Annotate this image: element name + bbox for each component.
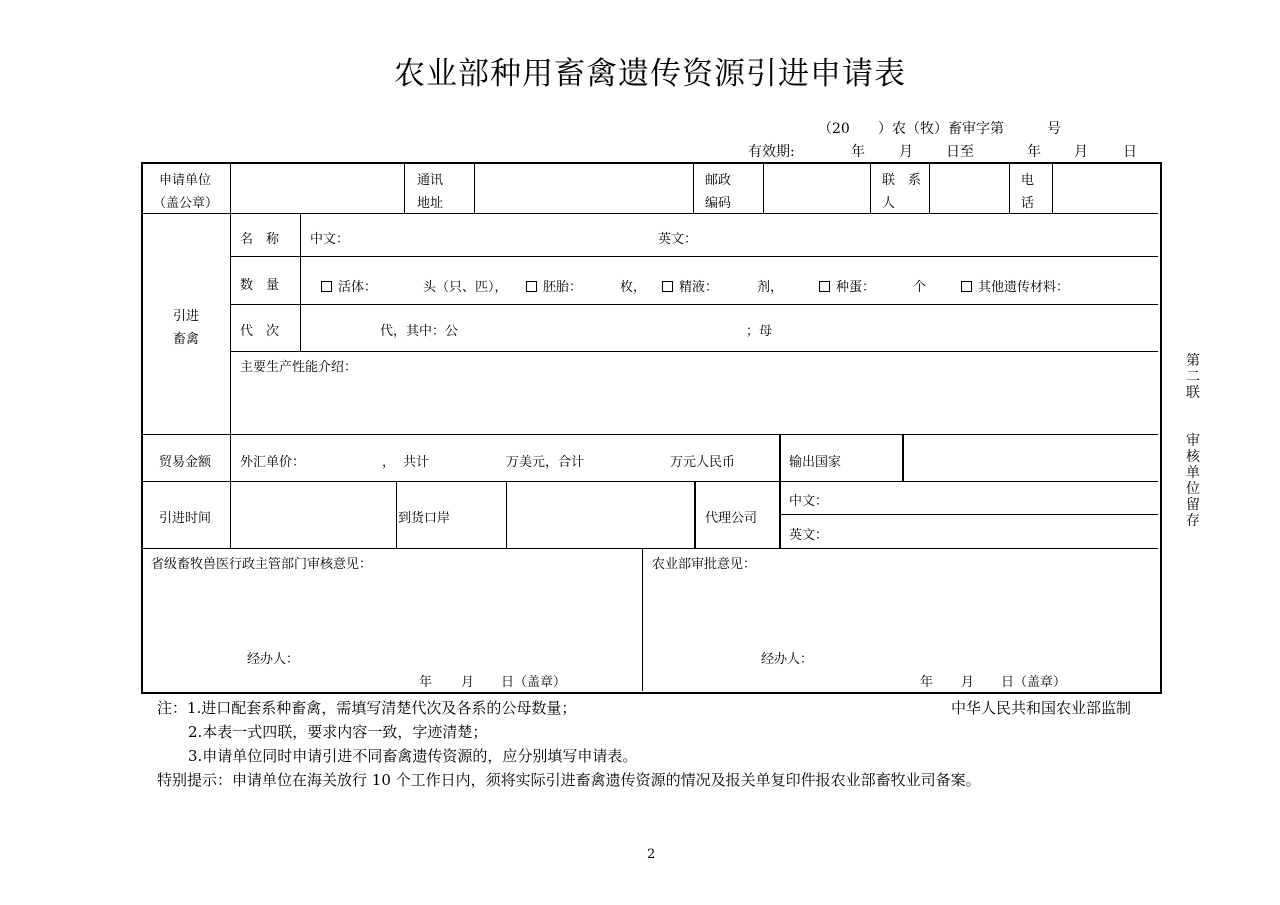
live-label: 活体： [338, 280, 378, 295]
note-1: 注：1.进口配套系种畜禽，需填写清楚代次及各系的公母数量； [157, 699, 577, 717]
name-en-label: 英文： [658, 232, 698, 247]
col-line [779, 434, 781, 548]
supervisor-note: 中华人民共和国农业部监制 [951, 699, 1132, 717]
applicant-label-seal: （盖公章） [153, 196, 219, 211]
form-title: 农业部种用畜禽遗传资源引进申请表 [394, 56, 906, 92]
fx-unit-price-label: 外汇单价： [240, 455, 306, 470]
address-label: 通讯 [417, 173, 444, 188]
page-number: 2 [647, 847, 656, 862]
name-label: 名 称 [240, 232, 280, 247]
embryo-label: 胚胎： [543, 280, 583, 295]
provincial-month: 月 [461, 675, 475, 690]
col-line [1009, 163, 1010, 213]
row-line [143, 481, 1158, 482]
live-unit: 头（只、匹）， [423, 280, 508, 295]
phone-label: 电 [1021, 173, 1035, 188]
doc-no-open: （20 [818, 121, 850, 137]
validity-year-2: 年 [1027, 144, 1041, 160]
egg-unit: 个 [913, 280, 927, 295]
validity-day-1: 日至 [946, 144, 974, 160]
col-line [230, 163, 231, 213]
quantity-label: 数 量 [240, 278, 280, 293]
moa-month: 月 [961, 675, 975, 690]
form-table [141, 162, 1162, 694]
semen-label: 精液： [679, 280, 719, 295]
provincial-handler-label: 经办人： [247, 652, 300, 667]
moa-approval-label: 农业部审批意见： [652, 557, 757, 572]
copy-number-label: 第二联 [1186, 353, 1200, 401]
row-line [143, 548, 1158, 549]
validity-month-1: 月 [899, 144, 913, 160]
semen-checkbox[interactable] [662, 276, 718, 295]
fx-comma: ， [382, 455, 396, 470]
postcode-label: 邮政 [705, 173, 732, 188]
col-line [902, 434, 904, 481]
agent-en-label: 英文： [789, 528, 829, 543]
row-line [231, 256, 1158, 257]
contact-label: 联 系 [882, 173, 922, 188]
address-label-2: 地址 [417, 196, 444, 211]
live-checkbox[interactable] [321, 276, 377, 295]
phone-label-2: 话 [1021, 196, 1035, 211]
col-line [396, 481, 397, 548]
col-line [929, 163, 930, 213]
trade-amount-label: 贸易金额 [159, 455, 212, 470]
validity-label: 有效期: [748, 144, 795, 160]
col-line [404, 163, 405, 213]
col-line [474, 163, 475, 213]
contact-label-2: 人 [882, 196, 896, 211]
col-line [300, 213, 301, 351]
performance-label: 主要生产性能介绍： [240, 360, 358, 375]
moa-year: 年 [920, 675, 934, 690]
livestock-group-label-2: 畜禽 [173, 332, 200, 347]
note-2: 2.本表一式四联，要求内容一致，字迹清楚； [188, 723, 488, 741]
retention-label: 审核单位留存 [1186, 433, 1200, 529]
doc-no-hao: 号 [1047, 121, 1061, 137]
usd-label: 万美元，合计 [506, 455, 585, 470]
moa-day-seal: 日（盖章） [1001, 675, 1067, 690]
note-3: 3.申请单位同时申请引进不同畜禽遗传资源的，应分别填写申请表。 [188, 747, 638, 765]
egg-checkbox[interactable] [819, 276, 875, 295]
provincial-year: 年 [419, 675, 433, 690]
provincial-day-seal: 日（盖章） [501, 675, 567, 690]
row-line [231, 351, 1158, 352]
col-line [694, 481, 696, 548]
agent-cn-label: 中文： [789, 494, 829, 509]
validity-month-2: 月 [1074, 144, 1088, 160]
generation-female: ；母 [746, 324, 773, 339]
livestock-group-label: 引进 [173, 309, 200, 324]
col-line [763, 163, 764, 213]
col-line [693, 163, 694, 213]
col-line [1052, 163, 1053, 213]
postcode-label-2: 编码 [705, 196, 732, 211]
semen-unit: 剂， [757, 280, 784, 295]
total-label: 共计 [403, 455, 430, 470]
agent-company-label: 代理公司 [705, 511, 758, 526]
row-line [143, 213, 1158, 214]
export-country-label: 输出国家 [789, 455, 842, 470]
col-line [870, 163, 871, 213]
validity-day-2: 日 [1123, 144, 1137, 160]
import-time-label: 引进时间 [159, 511, 212, 526]
embryo-unit: 枚， [620, 280, 647, 295]
doc-no-agency: ）农（牧）畜审字第 [878, 121, 1004, 137]
col-line [642, 548, 643, 691]
other-checkbox[interactable] [961, 276, 1069, 295]
arrival-port-label: 到货口岸 [398, 511, 451, 526]
col-line [230, 434, 231, 548]
row-line [143, 434, 1158, 435]
name-cn-label: 中文： [310, 232, 350, 247]
embryo-checkbox[interactable] [526, 276, 582, 295]
row-line [231, 304, 1158, 305]
row-line [780, 514, 1158, 515]
col-line [230, 213, 231, 434]
generation-male: 代，其中：公 [380, 324, 459, 339]
col-line [506, 481, 507, 548]
other-label: 其他遗传材料： [978, 280, 1070, 295]
rmb-label: 万元人民币 [670, 455, 736, 470]
special-notice: 特别提示：申请单位在海关放行 10 个工作日内，须将实际引进畜禽遗传资源的情况及报关单复印件报农业部畜牧业司备案。 [157, 771, 981, 789]
moa-handler-label: 经办人： [761, 652, 814, 667]
egg-label: 种蛋： [836, 280, 876, 295]
validity-year-1: 年 [851, 144, 865, 160]
generation-label: 代 次 [240, 324, 280, 339]
provincial-review-label: 省级畜牧兽医行政主管部门审核意见： [151, 557, 373, 572]
applicant-label: 申请单位 [159, 173, 212, 188]
